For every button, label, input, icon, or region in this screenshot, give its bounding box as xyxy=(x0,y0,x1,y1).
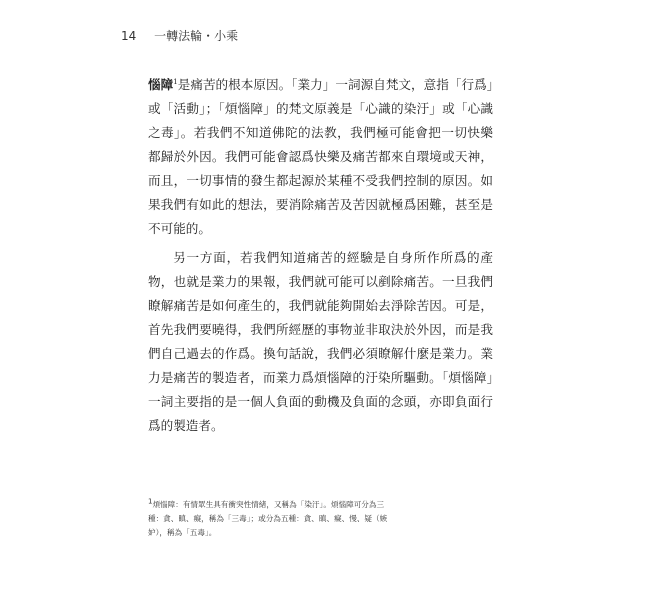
term-kleshas: 惱障 xyxy=(148,77,174,92)
paragraph-2: 另一方面，若我們知道痛苦的經驗是自身所作所爲的產物，也就是業力的果報，我們就可能可以剷除痛苦。一旦我們瞭解痛苦是如何產生的，我們就能夠開始去淨除苦因。可是，首先我們要曉得，我們所經歷的事物並非取決於外因，而是我們自己過去的作爲。換句話說，我們必須瞭解什麼是業力。業力是痛苦的製造者，而業力爲煩惱障的汙染所驅動。「煩惱障」一詞主要指的是一個人負面的動機及負面的念頭，亦即負面行爲的製造者。 xyxy=(148,250,493,433)
paragraph-1-text: 是痛苦的根本原因。「業力」一詞源自梵文，意指「行爲」或「活動」；「煩惱障」的梵文原義是「心識的染汙」或「心識之毒」。若我們不知道佛陀的法教，我們極可能會把一切快樂都歸於外因。我們可能會認爲快樂及痛苦都來自環境或天神，而且，一切事情的發生都起源於某種不受我們控制的原因。如果我們有如此的想法，要消除痛苦及苦因就極爲困難，甚至是不可能的。 xyxy=(148,77,494,236)
footnote-number: 1 xyxy=(148,497,153,506)
footnote-text: 煩惱障：有情眾生具有衝突性情緒，又稱為「染汙」。煩惱障可分為三種：貪、瞋、癡，稱為「三毒」；或分為五種：貪、瞋、癡、慢、疑（嫉妒），稱為「五毒」。 xyxy=(148,500,388,537)
paragraph-1 xyxy=(148,73,493,241)
page-number: 14 xyxy=(121,29,137,43)
running-title: 一轉法輪・小乘 xyxy=(154,29,239,43)
running-header xyxy=(121,27,238,44)
footnote-marker[interactable]: 1 xyxy=(173,77,178,86)
footnote xyxy=(148,498,388,540)
